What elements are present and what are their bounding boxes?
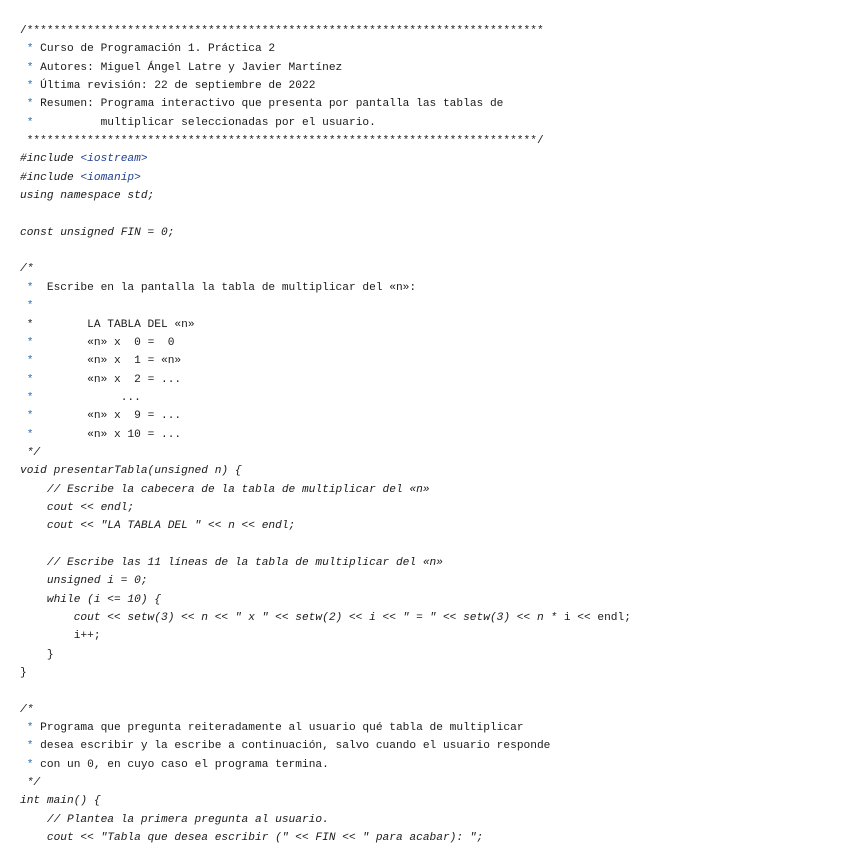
code-text: Curso de Programación 1. Práctica 2 — [33, 43, 276, 56]
code-text: Escribe en la pantalla la tabla de multiplicar del «n»: — [33, 281, 417, 294]
code-line — [20, 242, 848, 260]
code-line — [20, 132, 848, 150]
code-line — [20, 426, 848, 444]
code-text: con un 0, en cuyo caso el programa termina. — [33, 758, 329, 771]
code-text: cout << "Tabla que desea escribir (" << FIN << " para acabar): "; — [20, 832, 484, 845]
code-line — [20, 481, 848, 499]
code-text: #include — [20, 171, 81, 184]
code-text: // Escribe la cabecera de la tabla de multiplicar del «n» — [20, 483, 430, 496]
code-text: void presentarTabla(unsigned n) { — [20, 465, 242, 478]
code-text: «n» x 0 = 0 — [33, 336, 175, 349]
code-line — [20, 279, 848, 297]
comment-star: * — [20, 740, 34, 753]
comment-star: * — [20, 80, 34, 93]
code-text: ... — [33, 391, 141, 404]
code-text: Programa que pregunta reiteradamente al usuario qué tabla de multiplicar — [33, 722, 524, 735]
code-text: desea escribir y la escribe a continuación, salvo cuando el usuario responde — [33, 740, 551, 753]
code-line — [20, 609, 848, 627]
code-line — [20, 719, 848, 737]
code-line — [20, 756, 848, 774]
code-line — [20, 646, 848, 664]
code-line — [20, 187, 848, 205]
code-line — [20, 536, 848, 554]
code-line — [20, 389, 848, 407]
code-line — [20, 774, 848, 792]
code-text: */ — [20, 446, 41, 459]
code-line — [20, 517, 848, 535]
code-text: using namespace std; — [20, 190, 155, 203]
code-line — [20, 169, 848, 187]
code-line — [20, 22, 848, 40]
code-line — [20, 334, 848, 352]
comment-star: * — [20, 281, 34, 294]
comment-star: * — [20, 98, 34, 111]
code-text: Última revisión: 22 de septiembre de 2022 — [33, 80, 316, 93]
code-line — [20, 811, 848, 829]
code-line — [20, 572, 848, 590]
code-line — [20, 114, 848, 132]
code-line — [20, 95, 848, 113]
code-text: /* — [20, 263, 34, 276]
code-text: */ — [20, 777, 41, 790]
code-text: } — [20, 648, 54, 661]
code-line — [20, 554, 848, 572]
code-line — [20, 40, 848, 58]
code-text: // Escribe las 11 líneas de la tabla de multiplicar del «n» — [20, 556, 443, 569]
code-line — [20, 737, 848, 755]
code-line — [20, 462, 848, 480]
include-header: <iomanip> — [80, 171, 141, 184]
code-text: «n» x 9 = ... — [33, 410, 182, 423]
code-text: #include — [20, 153, 81, 166]
code-text: while (i <= 10) { — [20, 593, 161, 606]
code-text: ****************************************************************************/ — [20, 135, 544, 148]
code-line — [20, 792, 848, 810]
code-text: /***************************************************************************** — [20, 25, 544, 37]
code-line — [20, 150, 848, 168]
comment-star: * — [20, 410, 34, 423]
code-line — [20, 260, 848, 278]
comment-star: * — [20, 722, 34, 735]
code-line — [20, 591, 848, 609]
code-text: «n» x 1 = «n» — [33, 355, 182, 368]
include-header: <iostream> — [80, 153, 148, 166]
code-text: } — [20, 667, 27, 680]
comment-star: * — [20, 373, 34, 386]
comment-star: * — [20, 428, 34, 441]
comment-star: * — [20, 336, 34, 349]
code-text: i << endl; — [563, 612, 631, 624]
code-text: * LA TABLA DEL «n» — [20, 318, 195, 331]
code-line — [20, 371, 848, 389]
code-text: i++; — [20, 630, 101, 643]
code-line — [20, 499, 848, 517]
code-text: const unsigned FIN = 0; — [20, 226, 175, 239]
code-text: Autores: Miguel Ángel Latre y Javier Martínez — [33, 61, 343, 74]
code-line — [20, 829, 848, 847]
comment-star: * — [20, 43, 34, 56]
code-text: cout << "LA TABLA DEL " << n << endl; — [20, 520, 296, 533]
code-text: int main() { — [20, 795, 101, 808]
comment-star: * — [20, 300, 34, 313]
code-text: cout << setw(3) << n << " x " << setw(2) << i << " = " << setw(3) << n * — [20, 612, 564, 624]
code-line — [20, 77, 848, 95]
code-line — [20, 444, 848, 462]
code-text: «n» x 2 = ... — [33, 373, 182, 386]
code-text: Resumen: Programa interactivo que presenta por pantalla las tablas de — [33, 98, 504, 111]
code-line — [20, 627, 848, 645]
comment-star: * — [20, 758, 34, 771]
code-text: cout << endl; — [20, 501, 135, 514]
code-line — [20, 407, 848, 425]
comment-star: * — [20, 355, 34, 368]
code-line — [20, 224, 848, 242]
code-text: /* — [20, 703, 34, 716]
comment-star: * — [20, 391, 34, 404]
code-line — [20, 701, 848, 719]
comment-star: * — [20, 61, 34, 74]
code-line — [20, 316, 848, 334]
code-line — [20, 682, 848, 700]
code-text: multiplicar seleccionadas por el usuario. — [33, 116, 376, 129]
code-text: unsigned i = 0; — [20, 575, 148, 588]
comment-star: * — [20, 116, 34, 129]
code-line — [20, 205, 848, 223]
code-text: // Plantea la primera pregunta al usuario. — [20, 813, 329, 826]
code-line — [20, 297, 848, 315]
code-view[interactable] — [20, 22, 848, 847]
code-line — [20, 352, 848, 370]
code-line — [20, 664, 848, 682]
code-line — [20, 59, 848, 77]
code-text: «n» x 10 = ... — [33, 428, 182, 441]
